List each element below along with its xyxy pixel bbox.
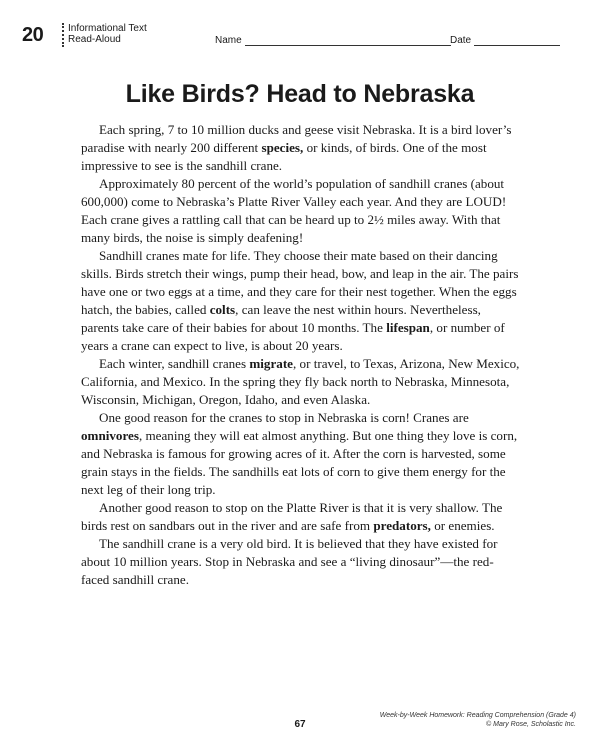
- date-line[interactable]: [474, 35, 560, 46]
- text-run: Another good reason to stop on the Platte River is that it is very shallow. The birds rest on sandbars out in the river and are safe from: [81, 500, 503, 533]
- text-run: , or travel, to Texas, Arizona, New Mexico, California, and Mexico. In the spring they fly back north to Nebraska, Minnesota, Wisconsin, Michigan, Oregon, Idaho, and even Alaska.: [81, 356, 520, 407]
- credit-line-2: © Mary Rose, Scholastic Inc.: [486, 721, 576, 728]
- paragraph-6: [81, 499, 521, 535]
- vocab-word-migrate: migrate: [249, 356, 293, 371]
- paragraph-5: [81, 409, 521, 499]
- unit-label-line1: Informational Text: [68, 23, 147, 34]
- name-field[interactable]: [215, 35, 451, 46]
- unit-label-line2: Read-Aloud: [68, 34, 121, 45]
- worksheet-header: [22, 20, 578, 50]
- vocab-word-omnivores: omnivores: [81, 428, 139, 443]
- unit-number: 20: [22, 24, 44, 46]
- paragraph-3: [81, 247, 521, 355]
- unit-separator: [62, 23, 64, 47]
- text-run: Each spring, 7 to 10 million ducks and geese visit Nebraska. It is a bird lover’s paradise with nearly 200 different: [81, 122, 512, 155]
- name-label: Name: [215, 35, 242, 46]
- paragraph-7: The sandhill crane is a very old bird. It is believed that they have existed for about 10 million years. Stop in Nebraska and see a “living dinosaur”—the red-faced sandhill crane.: [81, 536, 498, 587]
- page-title: Like Birds? Head to Nebraska: [125, 80, 475, 108]
- text-run: , meaning they will eat almost anything. But one thing they love is corn, and Nebraska is famous for growing acres of it. After the corn is harvested, some grain stays in the fields. The sandhills eat lots of corn to give them energy for the next leg of their long trip.: [81, 428, 518, 497]
- date-label: Date: [450, 35, 472, 46]
- date-field[interactable]: [450, 35, 560, 46]
- credit-line: [380, 711, 576, 729]
- text-run: Sandhill cranes mate for life. They choose their mate based on their dancing skills. Birds stretch their wings, pump their head, bow, and leap in the air. The pairs have one or two eggs at a time, and they care for their nest together. When the eggs hatch, the babies, called: [81, 248, 519, 317]
- name-line[interactable]: [245, 35, 451, 46]
- text-run: or enemies.: [430, 518, 495, 533]
- text-run: One good reason for the cranes to stop in Nebraska is corn! Cranes are: [99, 410, 469, 425]
- text-run: Each winter, sandhill cranes: [99, 356, 250, 371]
- text-run: or kinds, of birds. One of the most impressive to see is the sandhill crane.: [81, 140, 487, 173]
- vocab-word-predators: predators,: [373, 518, 431, 533]
- paragraph-4: [81, 355, 521, 409]
- unit-label: [68, 23, 147, 45]
- vocab-word-species: species,: [261, 140, 304, 155]
- paragraph-2: Approximately 80 percent of the world’s population of sandhill cranes (about 600,000) come to Nebraska’s Platte River Valley each year. And they are LOUD! Each crane gives a rattling call that can be heard up to 2½ miles away. With that many birds, the noise is simply deafening!: [81, 176, 507, 245]
- text-run: , can leave the nest within hours. Nevertheless, parents take care of their babies for about 10 months. The: [81, 302, 481, 335]
- credit-line-1: Week-by-Week Homework: Reading Comprehension (Grade 4): [379, 712, 576, 719]
- page-number: 67: [294, 719, 306, 730]
- article-body: [81, 121, 521, 589]
- paragraph-1: [81, 121, 521, 175]
- vocab-word-lifespan: lifespan: [386, 320, 430, 335]
- vocab-word-colts: colts: [209, 302, 236, 317]
- text-run: , or number of years a crane can expect to live, is about 20 years.: [81, 320, 505, 353]
